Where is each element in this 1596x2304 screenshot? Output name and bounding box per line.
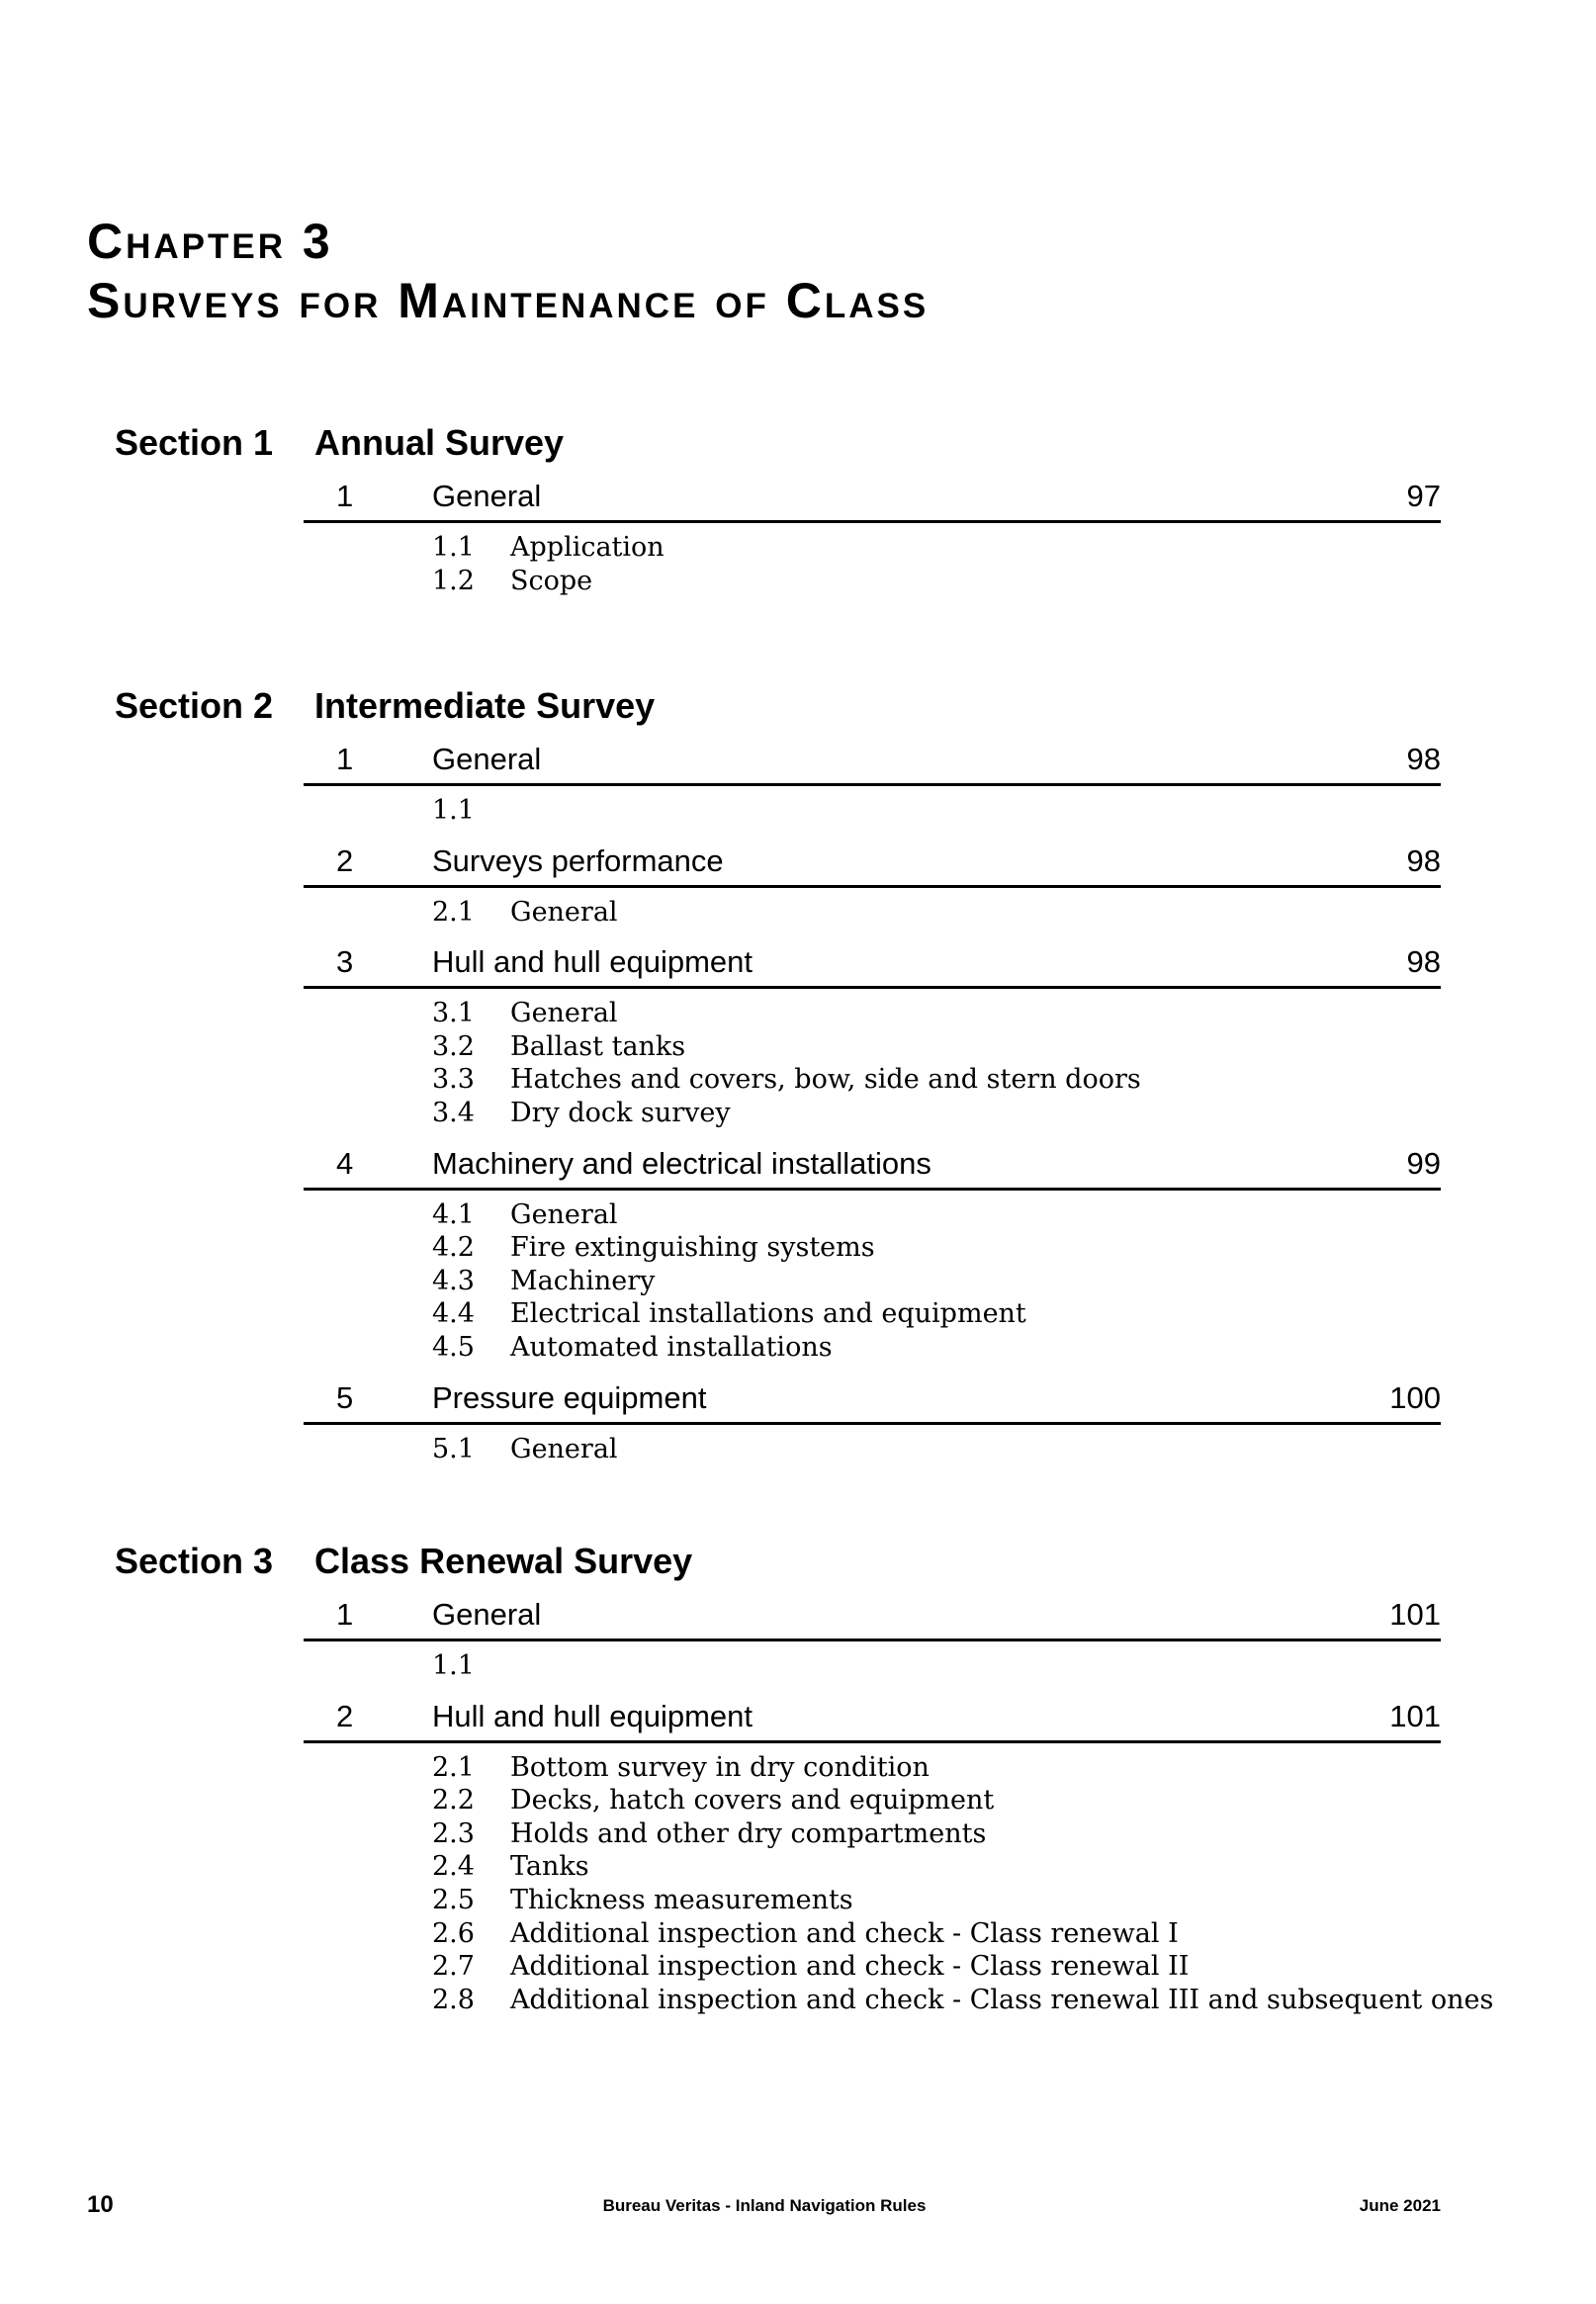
article-row[interactable] <box>304 471 1441 523</box>
subarticle[interactable] <box>304 1649 1441 1683</box>
section-title[interactable]: Annual Survey <box>314 422 565 463</box>
chapter-heading <box>87 212 929 330</box>
subarticle[interactable] <box>304 1433 1441 1466</box>
subarticle-title: General <box>510 1198 618 1230</box>
footer-date: June 2021 <box>1359 2196 1441 2215</box>
article-number: 2 <box>336 1698 354 1733</box>
article <box>304 734 1441 836</box>
subarticle-number: 1.1 <box>432 1650 475 1681</box>
subarticle-title: Additional inspection and check - Class renewal II <box>510 1951 1190 1983</box>
article-row[interactable] <box>304 1373 1441 1425</box>
subarticle-number: 2.3 <box>432 1817 475 1849</box>
subarticle[interactable] <box>304 794 1441 828</box>
section-label: Section 1 <box>115 422 274 463</box>
subarticle[interactable] <box>304 1231 1441 1265</box>
article-number: 4 <box>336 1145 354 1181</box>
footer-page-number: 10 <box>87 2191 114 2218</box>
subarticle-number: 1.1 <box>432 795 475 826</box>
article-page: 98 <box>1406 742 1441 776</box>
subarticle-number: 2.1 <box>432 1751 475 1783</box>
article-row[interactable] <box>304 1138 1441 1191</box>
article-row[interactable] <box>304 836 1441 888</box>
article-row[interactable] <box>304 936 1441 989</box>
article <box>304 1138 1441 1373</box>
article-number: 1 <box>336 479 354 513</box>
article <box>304 1589 1441 1691</box>
subarticle[interactable] <box>304 1331 1441 1365</box>
article-page: 101 <box>1389 1698 1441 1733</box>
subarticle-title: Tanks <box>510 1851 589 1883</box>
article-title[interactable]: General <box>432 742 542 776</box>
subarticle-number: 4.2 <box>432 1232 475 1264</box>
subarticle-number: 3.1 <box>432 998 475 1029</box>
subarticle[interactable] <box>304 1030 1441 1064</box>
subarticle[interactable] <box>304 1265 1441 1298</box>
subarticle[interactable] <box>304 1917 1441 1951</box>
subarticle-title: Holds and other dry compartments <box>510 1817 987 1849</box>
article-row[interactable] <box>304 1691 1441 1743</box>
subarticle-number: 2.5 <box>432 1884 475 1915</box>
subarticle-number: 2.6 <box>432 1917 475 1949</box>
subarticle-number: 2.4 <box>432 1851 475 1883</box>
subarticle-title: Fire extinguishing systems <box>510 1232 875 1264</box>
subarticle-title: Additional inspection and check - Class renewal I <box>510 1917 1179 1949</box>
subarticle-title: Machinery <box>510 1265 656 1296</box>
article-page: 97 <box>1406 479 1441 513</box>
subarticle-title: Decks, hatch covers and equipment <box>510 1785 995 1817</box>
subarticle[interactable] <box>304 1097 1441 1130</box>
section-3 <box>0 1534 1596 2024</box>
article-page: 98 <box>1406 842 1441 878</box>
article-number: 3 <box>336 944 354 980</box>
subarticle[interactable] <box>304 1850 1441 1884</box>
section-title[interactable]: Class Renewal Survey <box>314 1541 693 1581</box>
subarticle[interactable] <box>304 1884 1441 1917</box>
section-label: Section 2 <box>115 685 274 726</box>
subarticle[interactable] <box>304 997 1441 1030</box>
article-number: 5 <box>336 1379 354 1415</box>
subarticle-title: Automated installations <box>510 1331 833 1363</box>
article <box>304 1373 1441 1474</box>
subarticle[interactable] <box>304 1063 1441 1097</box>
subarticle-number: 1.1 <box>432 532 475 563</box>
article-title[interactable]: General <box>432 479 542 513</box>
subarticle[interactable] <box>304 565 1441 598</box>
subarticle-title: Hatches and covers, bow, side and stern doors <box>510 1064 1141 1096</box>
subarticle-number: 3.4 <box>432 1097 475 1128</box>
subarticle-title: General <box>510 1433 618 1464</box>
article <box>304 936 1441 1137</box>
subarticle[interactable] <box>304 1198 1441 1232</box>
subarticle-title: Application <box>510 532 665 563</box>
subarticle-title: Scope <box>510 565 593 596</box>
page-footer <box>0 2191 1596 2221</box>
article-title[interactable]: Hull and hull equipment <box>432 1698 753 1733</box>
article-page: 101 <box>1389 1597 1441 1632</box>
article-row[interactable] <box>304 734 1441 786</box>
subarticle-number: 2.2 <box>432 1785 475 1817</box>
subarticle-number: 2.8 <box>432 1984 475 2015</box>
subarticle-title: Electrical installations and equipment <box>510 1298 1026 1330</box>
article-title[interactable]: Surveys performance <box>432 842 724 878</box>
subarticle-number: 3.2 <box>432 1030 475 1062</box>
subarticle[interactable] <box>304 896 1441 930</box>
article <box>304 1691 1494 2025</box>
footer-publication: Bureau Veritas - Inland Navigation Rules <box>602 2196 927 2215</box>
article <box>304 836 1441 937</box>
subarticle[interactable] <box>304 1984 1494 2017</box>
article-title[interactable]: Hull and hull equipment <box>432 944 753 980</box>
subarticle-number: 4.4 <box>432 1298 475 1330</box>
subarticle[interactable] <box>304 531 1441 565</box>
subarticle-number: 2.7 <box>432 1951 475 1983</box>
subarticle[interactable] <box>304 1950 1441 1984</box>
article-page: 98 <box>1406 944 1441 980</box>
subarticle-number: 1.2 <box>432 565 475 596</box>
subarticle-title: General <box>510 998 618 1029</box>
article-page: 99 <box>1406 1145 1441 1181</box>
subarticle-title: General <box>510 896 618 928</box>
subarticle[interactable] <box>304 1751 1441 1785</box>
subarticle-title: Bottom survey in dry condition <box>510 1751 930 1783</box>
article-number: 1 <box>336 742 354 776</box>
subarticle-title: Ballast tanks <box>510 1030 686 1062</box>
chapter-title: Surveys for Maintenance of Class <box>87 273 930 328</box>
article-number: 1 <box>336 1597 354 1632</box>
article <box>304 471 1441 605</box>
subarticle-title: Dry dock survey <box>510 1097 731 1128</box>
subarticle-title: Additional inspection and check - Class renewal III and subsequent ones <box>510 1984 1494 2015</box>
subarticle[interactable] <box>304 1817 1441 1851</box>
section-label: Section 3 <box>115 1541 274 1581</box>
subarticle-number: 3.3 <box>432 1064 475 1096</box>
subarticle-number: 4.3 <box>432 1265 475 1296</box>
section-1 <box>0 415 1596 605</box>
article-page: 100 <box>1389 1379 1441 1415</box>
subarticle-title: Thickness measurements <box>510 1884 853 1915</box>
article-row[interactable] <box>304 1589 1441 1641</box>
section-title[interactable]: Intermediate Survey <box>314 685 656 726</box>
subarticle-number: 5.1 <box>432 1433 475 1464</box>
article-title[interactable]: General <box>432 1597 542 1632</box>
subarticle[interactable] <box>304 1297 1441 1331</box>
article-number: 2 <box>336 842 354 878</box>
section-2 <box>0 678 1596 1473</box>
subarticle-number: 4.5 <box>432 1331 475 1363</box>
subarticle-number: 4.1 <box>432 1198 475 1230</box>
subarticle[interactable] <box>304 1784 1441 1817</box>
article-title[interactable]: Machinery and electrical installations <box>432 1145 931 1181</box>
article-title[interactable]: Pressure equipment <box>432 1379 707 1415</box>
chapter-number: Chapter 3 <box>87 214 333 269</box>
subarticle-number: 2.1 <box>432 896 475 928</box>
